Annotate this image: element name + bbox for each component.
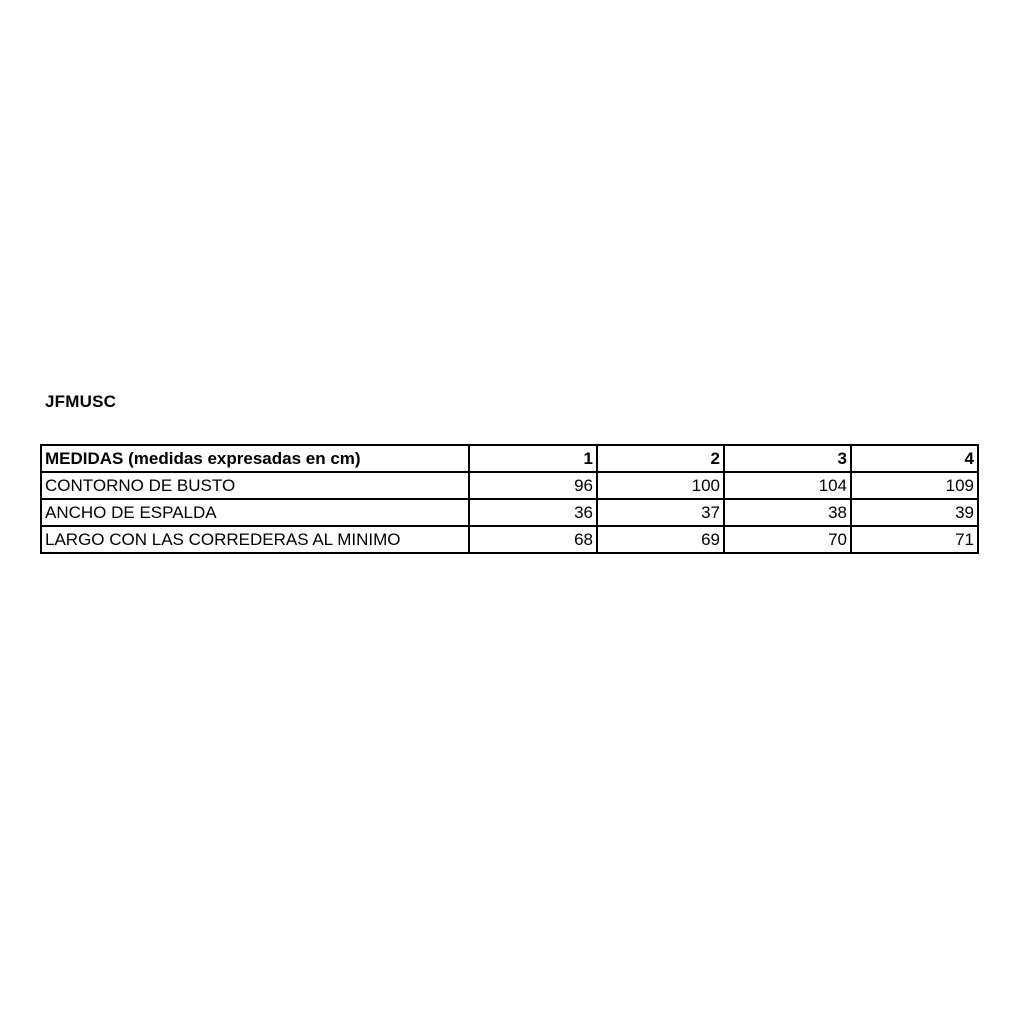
table-cell: 38 xyxy=(724,499,851,526)
row-label: ANCHO DE ESPALDA xyxy=(41,499,469,526)
size-header-2: 2 xyxy=(597,445,724,472)
table-row xyxy=(41,499,978,526)
table-cell: 104 xyxy=(724,472,851,499)
table-cell: 70 xyxy=(724,526,851,553)
size-header-4: 4 xyxy=(851,445,978,472)
header-label: MEDIDAS (medidas expresadas en cm) xyxy=(41,445,469,472)
row-label: CONTORNO DE BUSTO xyxy=(41,472,469,499)
table-cell: 71 xyxy=(851,526,978,553)
table-cell: 96 xyxy=(469,472,597,499)
table-row xyxy=(41,526,978,553)
table-row xyxy=(41,472,978,499)
row-label: LARGO CON LAS CORREDERAS AL MINIMO xyxy=(41,526,469,553)
table-cell: 36 xyxy=(469,499,597,526)
document-code: JFMUSC xyxy=(45,392,117,411)
table-cell: 39 xyxy=(851,499,978,526)
size-header-1: 1 xyxy=(469,445,597,472)
table-header-row xyxy=(41,445,978,472)
table-cell: 68 xyxy=(469,526,597,553)
size-header-3: 3 xyxy=(724,445,851,472)
size-chart-table xyxy=(40,444,979,554)
table-cell: 100 xyxy=(597,472,724,499)
table-cell: 37 xyxy=(597,499,724,526)
table-cell: 109 xyxy=(851,472,978,499)
table-cell: 69 xyxy=(597,526,724,553)
